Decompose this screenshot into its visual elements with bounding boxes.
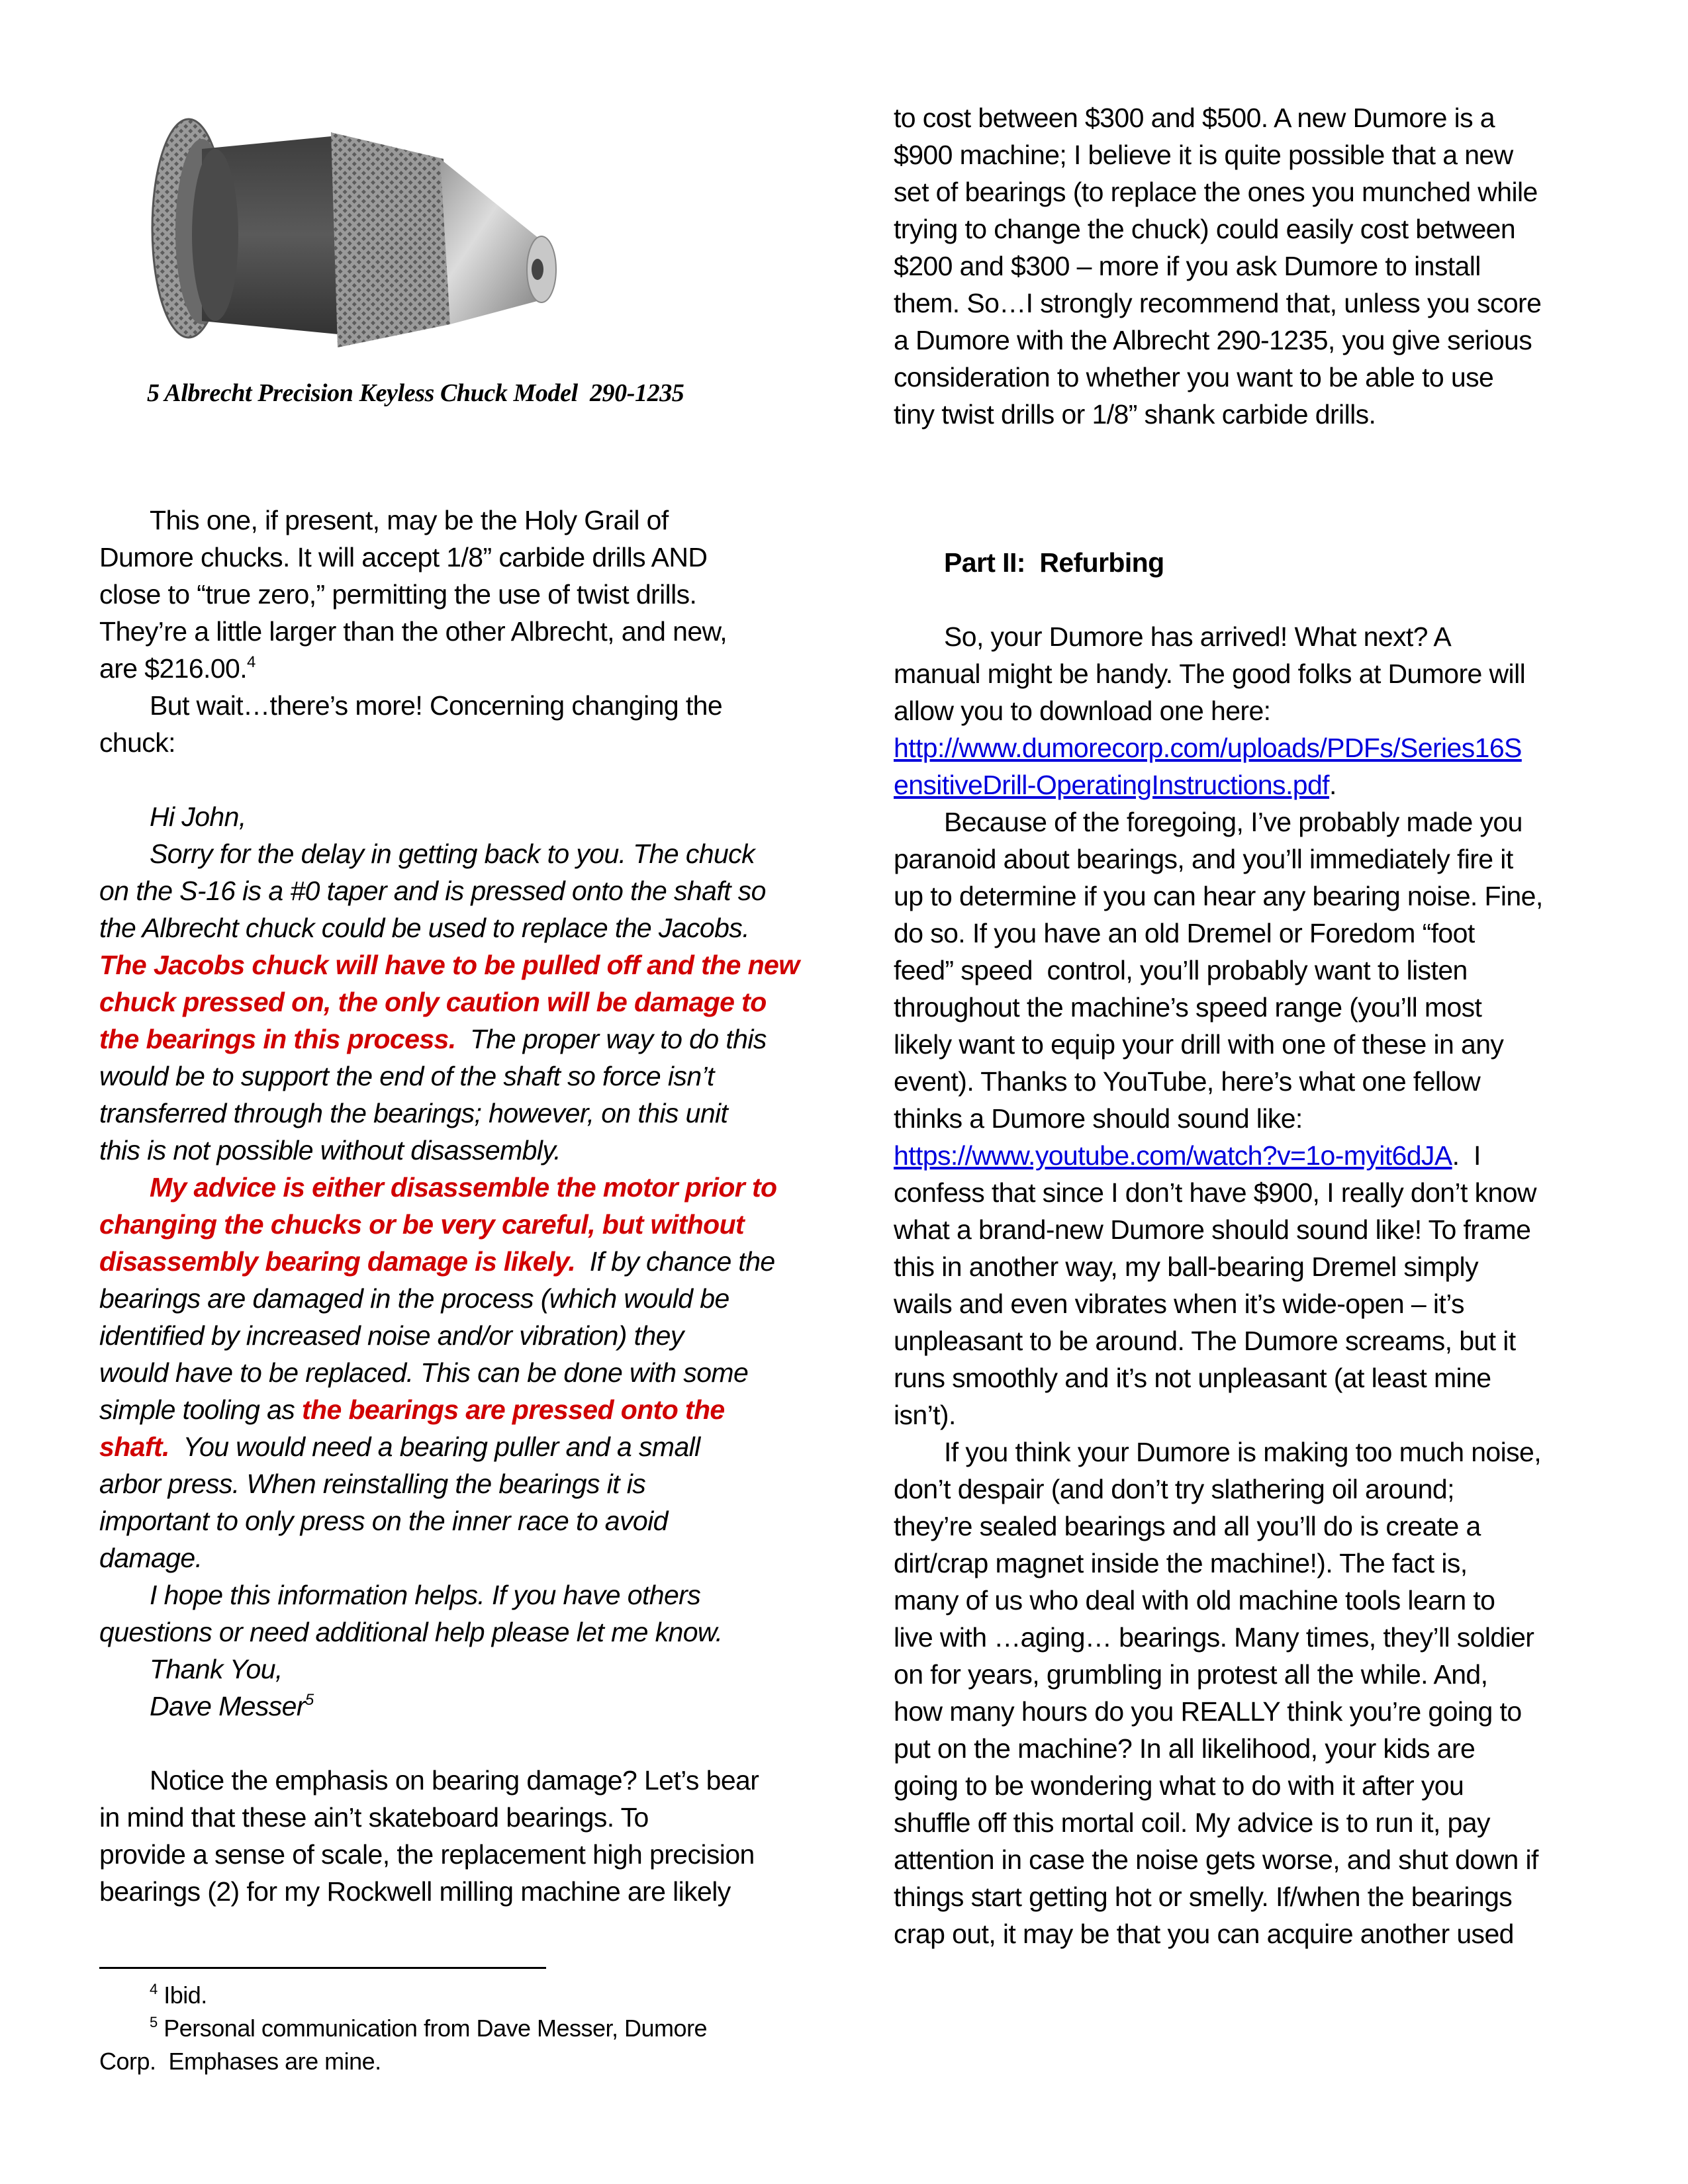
text-line: I hope this information helps. If you have others (150, 1580, 701, 1610)
manual-pdf-link[interactable]: http://www.dumorecorp.com/uploads/PDFs/Series16S (894, 733, 1522, 763)
text-line: dirt/crap magnet inside the machine!). The fact is, (894, 1548, 1468, 1578)
text-line: thinks a Dumore should sound like: (894, 1103, 1303, 1134)
text-line: bearings (2) for my Rockwell milling machine are likely (99, 1876, 731, 1907)
text-line: But wait…there’s more! Concerning changing the (150, 690, 723, 721)
text-line (894, 1137, 1622, 1174)
spacer (894, 507, 1622, 544)
text-line (99, 650, 814, 687)
text-line: Sorry for the delay in getting back to you. The chuck (150, 839, 755, 869)
text-span: You would need a bearing puller and a small (169, 1432, 700, 1462)
text-line: up to determine if you can hear any bearing noise. Fine, (894, 881, 1543, 911)
paragraph-bearings (894, 803, 1622, 1433)
footnote-separator (99, 1967, 546, 1969)
text-line: a Dumore with the Albrecht 290-1235, you give serious (894, 325, 1532, 355)
text-line: chuck: (99, 727, 175, 758)
text-line: allow you to download one here: (894, 696, 1271, 726)
text-line (99, 1391, 814, 1428)
text-line: shuffle off this mortal coil. My advice is to run it, pay (894, 1807, 1490, 1838)
text-line (99, 1243, 814, 1280)
letter-signature (99, 1688, 814, 1725)
section-heading: Part II: Refurbing (944, 547, 1164, 578)
paragraph-cost (894, 99, 1622, 433)
text-line: would have to be replaced. This can be done with some (99, 1357, 749, 1388)
text-line: provide a sense of scale, the replacement high precision (99, 1839, 755, 1870)
text-line: important to only press on the inner race to avoid (99, 1506, 668, 1536)
signature-name: Dave Messer (150, 1691, 305, 1721)
text-line: Notice the emphasis on bearing damage? Let’s bear (150, 1765, 759, 1796)
quoted-letter (99, 798, 814, 1725)
footnote-4 (99, 1979, 814, 2012)
text-line: going to be wondering what to do with it after you (894, 1770, 1464, 1801)
text-line: do so. If you have an old Dremel or Foredom “foot (894, 918, 1475, 948)
chuck-photo (139, 96, 583, 361)
emphasis-span: the bearings are pressed onto the (301, 1394, 725, 1425)
text-line: on for years, grumbling in protest all the while. And, (894, 1659, 1488, 1690)
text-line: trying to change the chuck) could easily cost between (894, 214, 1516, 244)
text-span: are $216.00. (99, 653, 248, 684)
text-line: wails and even vibrates when it’s wide-open – it’s (894, 1289, 1464, 1319)
text-line: confess that since I don’t have $900, I really don’t know (894, 1177, 1536, 1208)
paragraph-noise (894, 1433, 1622, 1952)
text-line: So, your Dumore has arrived! What next? A (944, 621, 1452, 652)
emphasis-line: changing the chucks or be very careful, but without (99, 1209, 745, 1240)
text-span: simple tooling as (99, 1394, 302, 1425)
text-line: they’re sealed bearings and all you’ll do is create a (894, 1511, 1481, 1541)
text-line: live with …aging… bearings. Many times, they’ll soldier (894, 1622, 1534, 1653)
emphasis-span: disassembly bearing damage is likely. (99, 1246, 576, 1277)
right-column (894, 99, 1622, 1952)
text-line: how many hours do you REALLY think you’re going to (894, 1696, 1522, 1727)
text-line: transferred through the bearings; however, on this unit (99, 1098, 728, 1128)
emphasis-line: My advice is either disassemble the motor prior to (150, 1172, 777, 1203)
text-line: things start getting hot or smelly. If/when the bearings (894, 1882, 1513, 1912)
text-line: to cost between $300 and $500. A new Dumore is a (894, 103, 1495, 133)
text-line (99, 1428, 814, 1465)
footnote-text: Ibid. (164, 1981, 207, 2009)
text-line: attention in case the noise gets worse, and shut down if (894, 1844, 1538, 1875)
text-line: set of bearings (to replace the ones you munched while (894, 177, 1538, 207)
text-line: crap out, it may be that you can acquire another used (894, 1919, 1514, 1949)
footnote-5-continued: Corp. Emphases are mine. (99, 2048, 381, 2075)
letter-closing: Thank You, (150, 1654, 283, 1684)
spacer (894, 470, 1622, 507)
text-line: close to “true zero,” permitting the use of twist drills. (99, 579, 697, 610)
text-line: feed” speed control, you’ll probably want to listen (894, 955, 1468, 985)
text-line: in mind that these ain’t skateboard bearings. To (99, 1802, 649, 1833)
text-line (894, 729, 1622, 766)
text-span: . (1329, 770, 1336, 800)
emphasis-line: The Jacobs chuck will have to be pulled off and the new (99, 950, 800, 980)
youtube-link[interactable]: https://www.youtube.com/watch?v=1o-myit6dJA (894, 1140, 1452, 1171)
text-line (99, 1021, 814, 1058)
text-line: If you think your Dumore is making too much noise, (944, 1437, 1542, 1467)
text-line: Because of the foregoing, I’ve probably made you (944, 807, 1523, 837)
text-line: damage. (99, 1543, 203, 1573)
text-line: bearings are damaged in the process (which would be (99, 1283, 729, 1314)
emphasis-line: chuck pressed on, the only caution will be damage to (99, 987, 767, 1017)
text-line: They’re a little larger than the other Albrecht, and new, (99, 616, 727, 647)
text-line: isn’t). (894, 1400, 956, 1430)
spacer (894, 433, 1622, 470)
text-line: manual might be handy. The good folks at Dumore will (894, 659, 1526, 689)
text-line: put on the machine? In all likelihood, your kids are (894, 1733, 1476, 1764)
left-column (99, 502, 814, 1910)
text-line: questions or need additional help please let me know. (99, 1617, 723, 1647)
text-line: $200 and $300 – more if you ask Dumore to install (894, 251, 1481, 281)
paragraph-but-wait (99, 687, 814, 761)
paragraph-holy-grail (99, 502, 814, 687)
spacer (99, 761, 814, 798)
text-line: many of us who deal with old machine tools learn to (894, 1585, 1495, 1615)
footnotes (99, 1979, 814, 2078)
emphasis-span: shaft. (99, 1432, 169, 1462)
text-line: would be to support the end of the shaft so force isn’t (99, 1061, 714, 1091)
text-line: on the S-16 is a #0 taper and is pressed onto the shaft so (99, 876, 766, 906)
text-span: The proper way to do this (455, 1024, 767, 1054)
text-line: identified by increased noise and/or vibration) they (99, 1320, 684, 1351)
text-line: unpleasant to be around. The Dumore screams, but it (894, 1326, 1516, 1356)
text-line: tiny twist drills or 1/8” shank carbide drills. (894, 399, 1376, 430)
emphasis-span: the bearings in this process. (99, 1024, 456, 1054)
text-line: throughout the machine’s speed range (you’ll most (894, 992, 1482, 1023)
spacer (894, 581, 1622, 618)
text-span: . I (1452, 1140, 1481, 1171)
footnote-ref-5[interactable]: 5 (305, 1691, 314, 1709)
footnote-number: 5 (150, 2014, 158, 2030)
text-line: don’t despair (and don’t try slathering oil around; (894, 1474, 1454, 1504)
text-line: This one, if present, may be the Holy Grail of (150, 505, 669, 535)
text-line: Dumore chucks. It will accept 1/8” carbide drills AND (99, 542, 708, 572)
manual-pdf-link-continued[interactable]: ensitiveDrill-OperatingInstructions.pdf (894, 770, 1329, 800)
footnote-5 (99, 2012, 814, 2045)
footnote-number: 4 (150, 1981, 158, 1997)
text-span: If by chance the (575, 1246, 775, 1277)
text-line: arbor press. When reinstalling the bearings it is (99, 1469, 646, 1499)
text-line: this is not possible without disassembly. (99, 1135, 561, 1165)
paragraph-intro (894, 618, 1622, 803)
text-line: paranoid about bearings, and you’ll immediately fire it (894, 844, 1513, 874)
text-line: event). Thanks to YouTube, here’s what one fellow (894, 1066, 1481, 1097)
letter-greeting: Hi John, (150, 801, 246, 832)
spacer (99, 1725, 814, 1762)
text-line: what a brand-new Dumore should sound like! To frame (894, 1214, 1531, 1245)
text-line: the Albrecht chuck could be used to replace the Jacobs. (99, 913, 749, 943)
text-line (894, 766, 1622, 803)
text-line: this in another way, my ball-bearing Dremel simply (894, 1251, 1478, 1282)
paragraph-emphasis (99, 1762, 814, 1910)
footnote-text: Personal communication from Dave Messer, Dumore (164, 2015, 708, 2042)
footnote-ref-4[interactable]: 4 (247, 653, 256, 671)
figure-caption: 5 Albrecht Precision Keyless Chuck Model 290-1235 (147, 379, 684, 407)
text-line: runs smoothly and it’s not unpleasant (at least mine (894, 1363, 1491, 1393)
text-line: them. So…I strongly recommend that, unless you score (894, 288, 1542, 318)
text-line: $900 machine; I believe it is quite possible that a new (894, 140, 1513, 170)
text-line: consideration to whether you want to be able to use (894, 362, 1494, 392)
chuck-image (139, 96, 583, 361)
text-line: likely want to equip your drill with one of these in any (894, 1029, 1504, 1060)
